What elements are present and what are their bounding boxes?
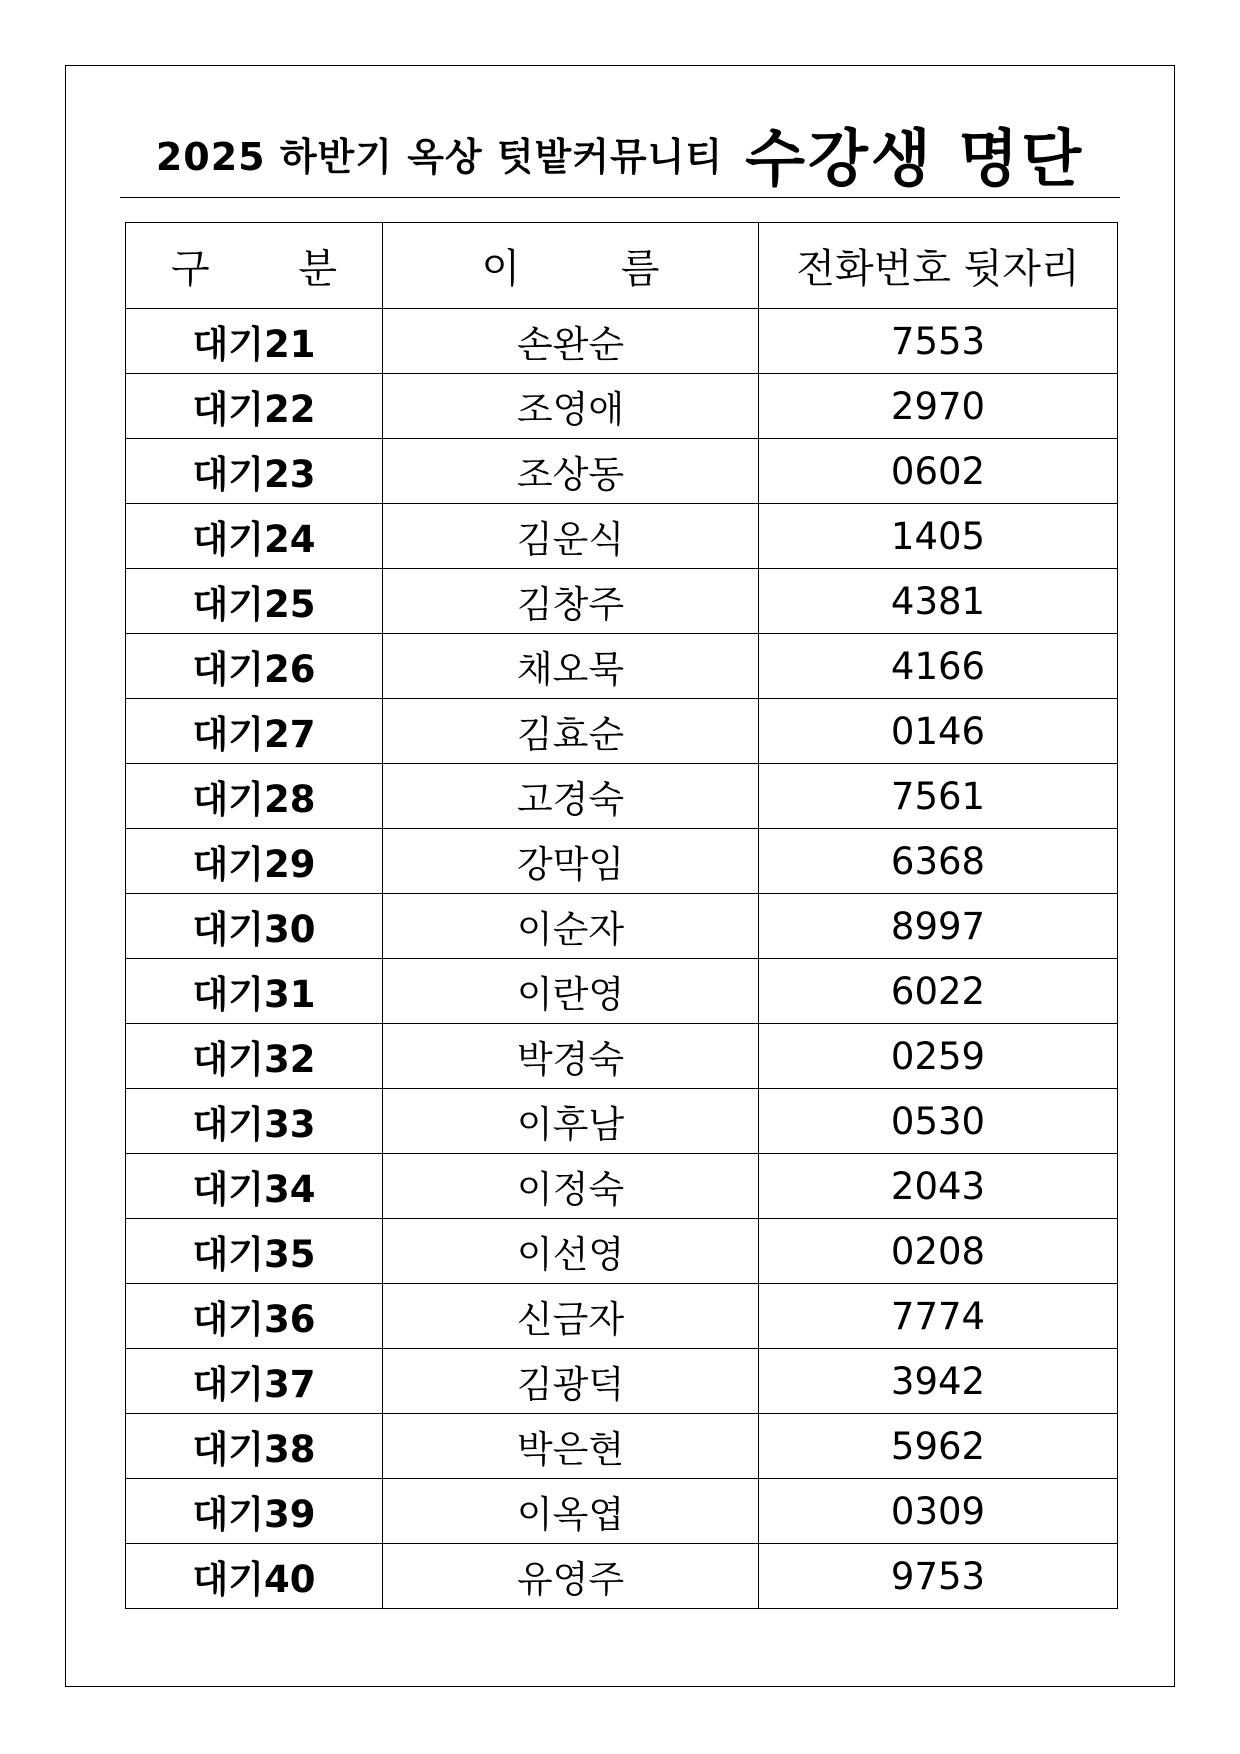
header-category: 구 분 xyxy=(126,223,383,309)
cell-name: 조상동 xyxy=(383,439,759,504)
cell-category: 대기24 xyxy=(126,504,383,569)
cell-name: 박경숙 xyxy=(383,1024,759,1089)
cell-name: 이옥엽 xyxy=(383,1479,759,1544)
cell-name: 유영주 xyxy=(383,1544,759,1609)
cell-category: 대기30 xyxy=(126,894,383,959)
cell-category: 대기37 xyxy=(126,1349,383,1414)
cell-phone: 5962 xyxy=(759,1414,1118,1479)
cell-name: 고경숙 xyxy=(383,764,759,829)
cell-name: 강막임 xyxy=(383,829,759,894)
cell-phone: 2043 xyxy=(759,1154,1118,1219)
table-row xyxy=(126,309,1118,374)
table-header-row xyxy=(126,223,1118,309)
cell-category: 대기21 xyxy=(126,309,383,374)
table-row xyxy=(126,1414,1118,1479)
table-row xyxy=(126,764,1118,829)
cell-phone: 7553 xyxy=(759,309,1118,374)
title-main: 2025 하반기 옥상 텃밭커뮤니티 xyxy=(155,134,724,179)
table-row xyxy=(126,1024,1118,1089)
cell-phone: 6368 xyxy=(759,829,1118,894)
cell-category: 대기29 xyxy=(126,829,383,894)
cell-phone: 3942 xyxy=(759,1349,1118,1414)
cell-phone: 0530 xyxy=(759,1089,1118,1154)
table-row xyxy=(126,1479,1118,1544)
cell-category: 대기35 xyxy=(126,1219,383,1284)
table-row xyxy=(126,374,1118,439)
cell-category: 대기25 xyxy=(126,569,383,634)
cell-phone: 7561 xyxy=(759,764,1118,829)
cell-category: 대기31 xyxy=(126,959,383,1024)
table-row xyxy=(126,1154,1118,1219)
table-row xyxy=(126,959,1118,1024)
header-name: 이 름 xyxy=(383,223,759,309)
cell-phone: 0259 xyxy=(759,1024,1118,1089)
table-row xyxy=(126,1284,1118,1349)
table-row xyxy=(126,634,1118,699)
cell-phone: 0146 xyxy=(759,699,1118,764)
cell-category: 대기23 xyxy=(126,439,383,504)
cell-category: 대기28 xyxy=(126,764,383,829)
cell-phone: 4381 xyxy=(759,569,1118,634)
table-row xyxy=(126,1089,1118,1154)
cell-name: 이후남 xyxy=(383,1089,759,1154)
cell-category: 대기39 xyxy=(126,1479,383,1544)
table-row xyxy=(126,829,1118,894)
cell-phone: 1405 xyxy=(759,504,1118,569)
table-row xyxy=(126,894,1118,959)
table-row xyxy=(126,439,1118,504)
title-underline xyxy=(120,197,1120,198)
cell-phone: 4166 xyxy=(759,634,1118,699)
cell-category: 대기40 xyxy=(126,1544,383,1609)
table-row xyxy=(126,569,1118,634)
cell-name: 박은현 xyxy=(383,1414,759,1479)
cell-phone: 7774 xyxy=(759,1284,1118,1349)
cell-name: 김창주 xyxy=(383,569,759,634)
cell-name: 이선영 xyxy=(383,1219,759,1284)
cell-name: 신금자 xyxy=(383,1284,759,1349)
cell-phone: 0309 xyxy=(759,1479,1118,1544)
cell-category: 대기32 xyxy=(126,1024,383,1089)
cell-name: 김광덕 xyxy=(383,1349,759,1414)
cell-category: 대기22 xyxy=(126,374,383,439)
header-phone: 전화번호 뒷자리 xyxy=(759,223,1118,309)
table-row xyxy=(126,699,1118,764)
cell-name: 이순자 xyxy=(383,894,759,959)
cell-name: 손완순 xyxy=(383,309,759,374)
document-title xyxy=(120,108,1120,198)
table-row xyxy=(126,504,1118,569)
table-row xyxy=(126,1349,1118,1414)
cell-phone: 9753 xyxy=(759,1544,1118,1609)
cell-phone: 8997 xyxy=(759,894,1118,959)
cell-name: 이란영 xyxy=(383,959,759,1024)
cell-category: 대기27 xyxy=(126,699,383,764)
cell-phone: 6022 xyxy=(759,959,1118,1024)
cell-phone: 0208 xyxy=(759,1219,1118,1284)
cell-name: 이정숙 xyxy=(383,1154,759,1219)
cell-name: 채오묵 xyxy=(383,634,759,699)
cell-category: 대기38 xyxy=(126,1414,383,1479)
cell-phone: 0602 xyxy=(759,439,1118,504)
cell-category: 대기33 xyxy=(126,1089,383,1154)
roster-table xyxy=(125,222,1118,1609)
table-row xyxy=(126,1544,1118,1609)
cell-name: 김운식 xyxy=(383,504,759,569)
table-row xyxy=(126,1219,1118,1284)
cell-name: 김효순 xyxy=(383,699,759,764)
cell-phone: 2970 xyxy=(759,374,1118,439)
cell-name: 조영애 xyxy=(383,374,759,439)
cell-category: 대기36 xyxy=(126,1284,383,1349)
cell-category: 대기26 xyxy=(126,634,383,699)
cell-category: 대기34 xyxy=(126,1154,383,1219)
title-emphasis: 수강생 명단 xyxy=(745,121,1085,195)
